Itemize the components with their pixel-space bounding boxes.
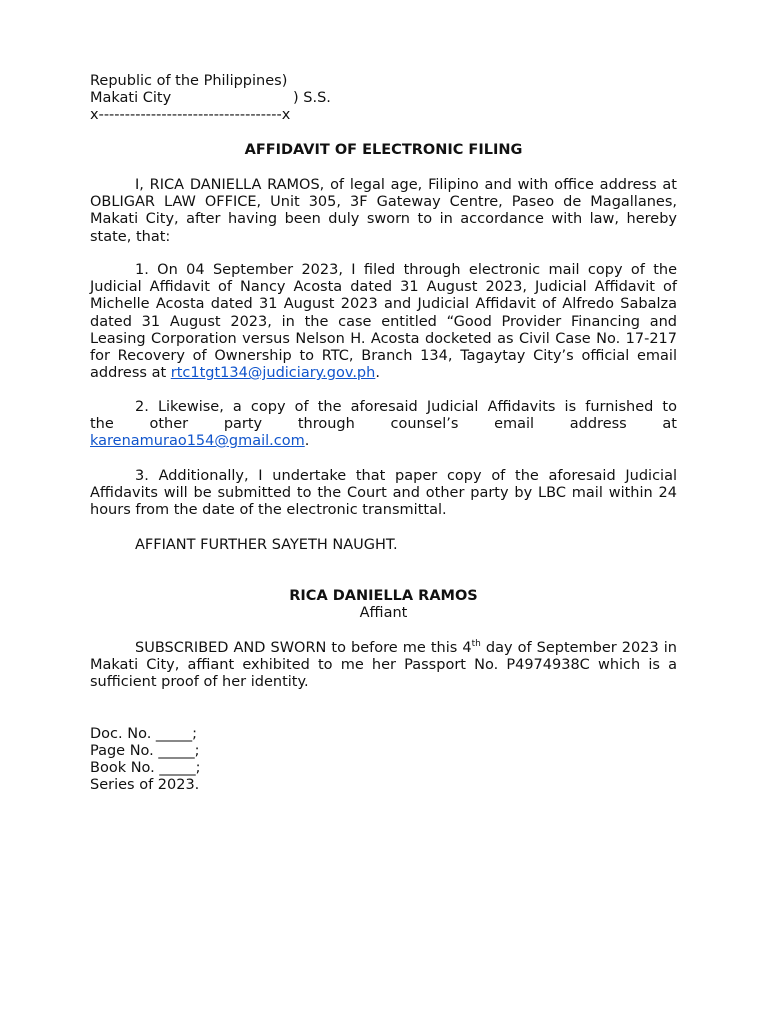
- paragraph-2-line-2: the other party through counsel’s email address at: [90, 416, 677, 432]
- caption-ss: ) S.S.: [293, 90, 331, 106]
- court-email-link[interactable]: rtc1tgt134@judiciary.gov.ph: [170, 365, 376, 382]
- counsel-email-link[interactable]: karenamurao154@gmail.com: [90, 433, 305, 449]
- paragraph-2-line-3: [90, 433, 309, 450]
- book-number: Book No. _____;: [90, 760, 201, 776]
- affiant-role: Affiant: [359, 605, 408, 621]
- paragraph-2-line-1: 2. Likewise, a copy of the aforesaid Judicial Affidavits is furnished to: [135, 399, 677, 415]
- jurat-before: SUBSCRIBED AND SWORN to before me this 4: [135, 640, 472, 656]
- jurat-after: day of September 2023 in Makati City, affiant exhibited to me her Passport No. P4974938C which is a sufficient proof of her identity.: [90, 640, 677, 691]
- jurat-paragraph: [90, 640, 677, 692]
- paragraph-1-end: .: [375, 365, 380, 382]
- document-title: AFFIDAVIT OF ELECTRONIC FILING: [244, 142, 523, 158]
- intro-paragraph: I, RICA DANIELLA RAMOS, of legal age, Filipino and with office address at OBLIGAR LAW OFFICE, Unit 305, 3F Gateway Centre, Paseo de Magallanes, Makati City, after having been duly sworn to in accordance with law, hereby state, that:: [90, 177, 677, 245]
- closing-statement: AFFIANT FURTHER SAYETH NAUGHT.: [135, 537, 398, 553]
- jurat-ordinal-suffix: th: [471, 639, 481, 649]
- caption-republic: Republic of the Philippines): [90, 73, 288, 89]
- doc-number: Doc. No. _____;: [90, 726, 198, 742]
- paragraph-2-end: .: [304, 433, 310, 449]
- paragraph-3: 3. Additionally, I undertake that paper copy of the aforesaid Judicial Affidavits will be submitted to the Court and other party by LBC mail within 24 hours from the date of the electronic transmittal.: [90, 468, 677, 519]
- paragraph-1: [90, 262, 677, 382]
- series-year: Series of 2023.: [90, 777, 200, 793]
- paragraph-1-text: 1. On 04 September 2023, I filed through electronic mail copy of the Judicial Affidavit of Nancy Acosta dated 31 August 2023, Judicial Affidavit of Michelle Acosta dated 31 August 2023 and Judicial Affidavit of Alfredo Sabalza dated 31 August 2023, in the case entitled “Good Provider Financing and Leasing Corporation versus Nelson H. Acosta docketed as Civil Case No. 17-217 for Recovery of Ownership to RTC, Branch 134, Tagaytay City’s official email address at: [90, 262, 677, 382]
- affiant-name: RICA DANIELLA RAMOS: [289, 588, 478, 604]
- page-number: Page No. _____;: [90, 743, 200, 759]
- caption-separator: x-----------------------------------x: [90, 107, 291, 123]
- caption-city: Makati City: [90, 90, 172, 106]
